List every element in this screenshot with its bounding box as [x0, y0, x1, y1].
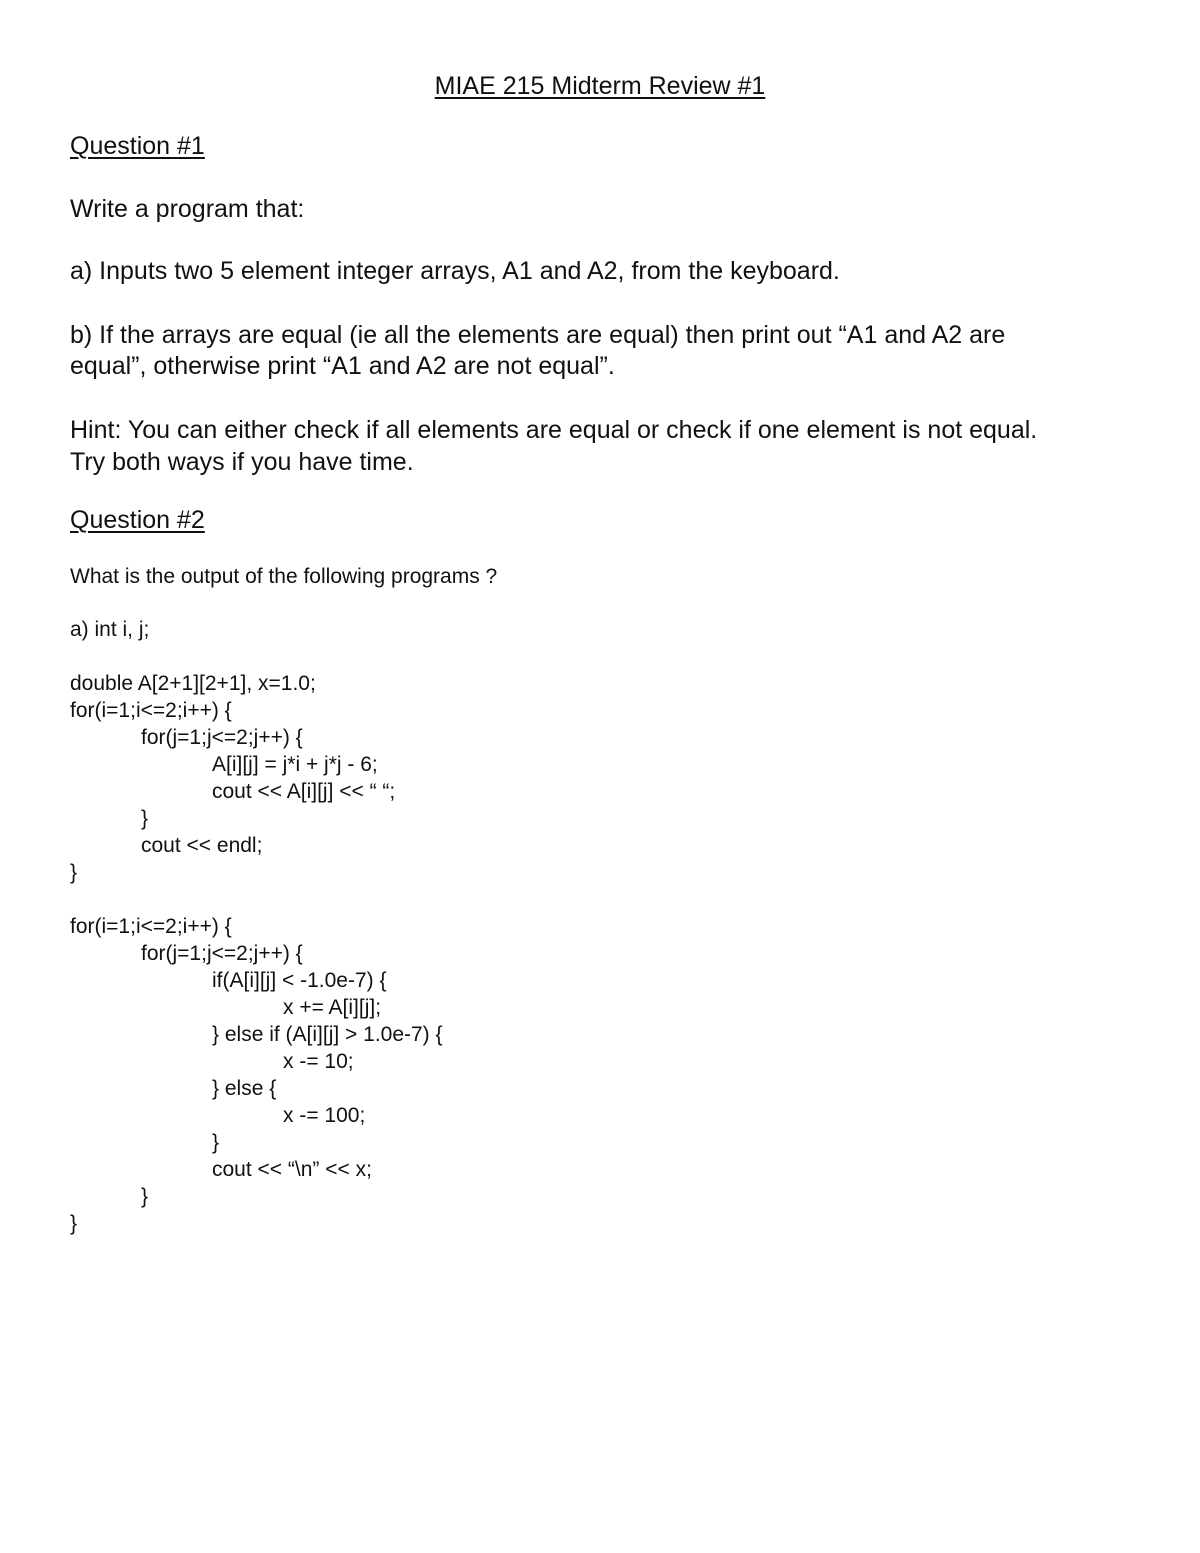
code-line: } [70, 861, 78, 884]
code-line: } [141, 1185, 149, 1208]
code-line: for(j=1;j<=2;j++) { [141, 726, 303, 749]
document-title: MIAE 215 Midterm Review #1 [434, 72, 766, 100]
question-1-part-a: a) Inputs two 5 element integer arrays, A1 and A2, from the keyboard. [70, 257, 840, 285]
question-2-part-a-label: a) int i, j; [70, 618, 150, 641]
code-line: for(i=1;i<=2;i++) { [70, 915, 232, 938]
code-line: x += A[i][j]; [283, 996, 382, 1019]
question-2-heading: Question #2 [70, 506, 205, 534]
code-line: x -= 100; [283, 1104, 366, 1127]
code-line: for(i=1;i<=2;i++) { [70, 699, 232, 722]
question-1-intro: Write a program that: [70, 195, 305, 223]
question-1-hint-line2: Try both ways if you have time. [70, 448, 414, 476]
code-line: cout << A[i][j] << “ “; [212, 780, 396, 803]
question-1-heading: Question #1 [70, 132, 205, 160]
question-1-part-b-line2: equal”, otherwise print “A1 and A2 are not equal”. [70, 352, 615, 380]
code-line: } else if (A[i][j] > 1.0e-7) { [212, 1023, 443, 1046]
code-line: double A[2+1][2+1], x=1.0; [70, 672, 316, 695]
code-line: } [141, 807, 149, 830]
code-line: cout << endl; [141, 834, 263, 857]
code-line: } [70, 1212, 78, 1235]
code-line: } [212, 1131, 220, 1154]
code-line: if(A[i][j] < -1.0e-7) { [212, 969, 387, 992]
code-line: } else { [212, 1077, 277, 1100]
question-1-hint-line1: Hint: You can either check if all elements are equal or check if one element is not equal. [70, 416, 1038, 444]
question-2-prompt: What is the output of the following programs ? [70, 565, 498, 588]
code-line: for(j=1;j<=2;j++) { [141, 942, 303, 965]
question-1-part-b-line1: b) If the arrays are equal (ie all the elements are equal) then print out “A1 and A2 are [70, 321, 1006, 349]
code-line: x -= 10; [283, 1050, 354, 1073]
code-line: A[i][j] = j*i + j*j - 6; [212, 753, 378, 776]
code-line: cout << “\n” << x; [212, 1158, 372, 1181]
